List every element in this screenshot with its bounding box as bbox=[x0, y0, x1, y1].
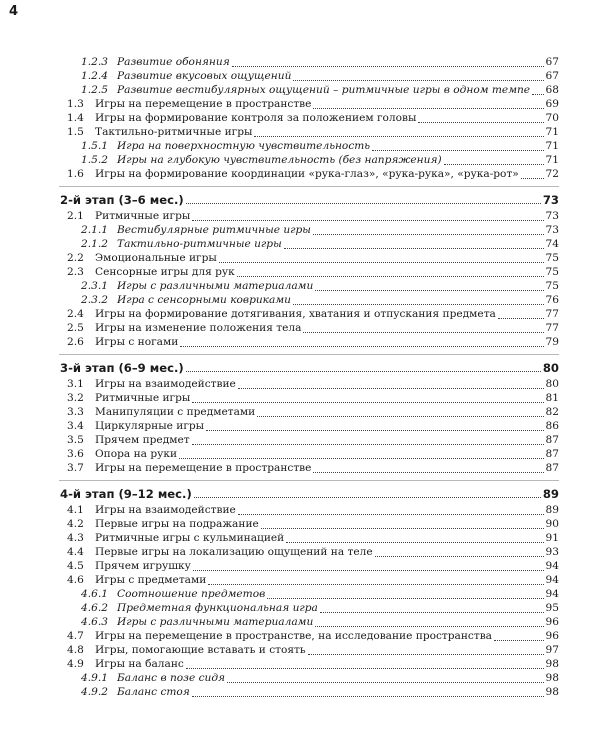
toc-entry-title: Ритмичные игры bbox=[95, 392, 191, 404]
dot-leader bbox=[192, 220, 544, 221]
toc-entry-title: Эмоциональные игры bbox=[95, 252, 217, 264]
dot-leader bbox=[179, 458, 544, 459]
dot-leader bbox=[257, 416, 544, 417]
dot-leader bbox=[237, 276, 544, 277]
dot-leader bbox=[375, 556, 544, 557]
toc-entry-number: 1.5 bbox=[67, 126, 84, 138]
toc-entry[interactable] bbox=[0, 280, 600, 293]
toc-entry-number: 2.6 bbox=[67, 336, 84, 348]
dot-leader bbox=[293, 304, 544, 305]
dot-leader bbox=[498, 318, 544, 319]
toc-entry-page: 81 bbox=[545, 392, 559, 404]
toc-entry[interactable] bbox=[0, 56, 600, 69]
toc-entry-page: 98 bbox=[545, 686, 559, 698]
toc-entry-page: 94 bbox=[545, 560, 559, 572]
toc-entry[interactable] bbox=[0, 574, 600, 587]
dot-leader bbox=[192, 444, 544, 445]
toc-entry-title: 4-й этап (9–12 мес.) bbox=[60, 487, 192, 501]
section-divider bbox=[59, 480, 559, 481]
toc-entry-title: Развитие обоняния bbox=[117, 56, 230, 68]
toc-entry[interactable] bbox=[0, 168, 600, 181]
toc-entry-number: 4.6 bbox=[67, 574, 84, 586]
toc-entry-title: Первые игры на локализацию ощущений на теле bbox=[95, 546, 373, 558]
toc-entry-title: Опора на руки bbox=[95, 448, 178, 460]
toc-entry-title: Манипуляции с предметами bbox=[95, 406, 256, 418]
toc-entry-page: 90 bbox=[545, 518, 559, 530]
toc-entry-page: 98 bbox=[545, 658, 559, 670]
toc-entry-number: 2.1 bbox=[67, 210, 84, 222]
toc-entry[interactable] bbox=[0, 462, 600, 475]
toc-entry-number: 1.3 bbox=[67, 98, 84, 110]
toc-entry-title: 3-й этап (6–9 мес.) bbox=[60, 361, 184, 375]
toc-entry-number: 1.2.3 bbox=[81, 56, 108, 68]
dot-leader bbox=[320, 612, 544, 613]
toc-entry-number: 1.4 bbox=[67, 112, 84, 124]
toc-entry-number: 4.6.2 bbox=[81, 602, 108, 614]
toc-entry[interactable] bbox=[0, 448, 600, 461]
toc-entry-page: 75 bbox=[545, 252, 559, 264]
toc-entry-number: 3.4 bbox=[67, 420, 84, 432]
dot-leader bbox=[313, 108, 544, 109]
toc-entry[interactable] bbox=[0, 140, 600, 153]
toc-entry-page: 96 bbox=[545, 630, 559, 642]
toc-entry-title: Игры на изменение положения тела bbox=[95, 322, 302, 334]
toc-entry-number: 1.6 bbox=[67, 168, 84, 180]
toc-entry-number: 4.6.1 bbox=[81, 588, 108, 600]
toc-entry-title: Циркулярные игры bbox=[95, 420, 205, 432]
toc-entry-page: 71 bbox=[545, 154, 559, 166]
toc-entry-number: 3.1 bbox=[67, 378, 84, 390]
toc-entry[interactable] bbox=[0, 224, 600, 237]
dot-leader bbox=[293, 80, 544, 81]
toc-entry-title: Игры на баланс bbox=[95, 658, 184, 670]
toc-entry[interactable] bbox=[0, 98, 600, 111]
toc-entry-page: 71 bbox=[545, 140, 559, 152]
toc-entry-page: 73 bbox=[545, 224, 559, 236]
toc-entry-page: 77 bbox=[545, 308, 559, 320]
toc-entry-number: 4.1 bbox=[67, 504, 84, 516]
toc-entry-page: 87 bbox=[545, 448, 559, 460]
toc-entry-number: 3.5 bbox=[67, 434, 84, 446]
dot-leader bbox=[227, 682, 544, 683]
toc-entry-title: Игры на формирование контроля за положением головы bbox=[95, 112, 417, 124]
toc-entry-page: 68 bbox=[545, 84, 559, 96]
toc-entry[interactable] bbox=[0, 252, 600, 265]
toc-entry-title: Игры на глубокую чувствительность (без напряжения) bbox=[117, 154, 442, 166]
dot-leader bbox=[192, 696, 544, 697]
toc-entry-number: 1.5.2 bbox=[81, 154, 108, 166]
toc-entry-title: Игры на формирование координации «рука-глаз», «рука-рука», «рука-рот» bbox=[95, 168, 519, 180]
toc-entry-title: Сенсорные игры для рук bbox=[95, 266, 235, 278]
toc-entry[interactable] bbox=[0, 658, 600, 671]
toc-entry-number: 2.3.1 bbox=[81, 280, 108, 292]
toc-entry-title: Игры с предметами bbox=[95, 574, 207, 586]
toc-entry-title: Игры на взаимодействие bbox=[95, 378, 236, 390]
toc-entry-title: Прячем предмет bbox=[95, 434, 190, 446]
toc-entry-number: 4.9.2 bbox=[81, 686, 108, 698]
toc-entry-number: 2.5 bbox=[67, 322, 84, 334]
toc-entry-number: 3.7 bbox=[67, 462, 84, 474]
toc-entry[interactable] bbox=[0, 70, 600, 83]
toc-entry-page: 75 bbox=[545, 266, 559, 278]
toc-entry[interactable] bbox=[0, 644, 600, 657]
toc-entry-page: 87 bbox=[545, 462, 559, 474]
toc-entry-page: 82 bbox=[545, 406, 559, 418]
dot-leader bbox=[444, 164, 544, 165]
toc-entry[interactable] bbox=[0, 532, 600, 545]
toc-entry-page: 80 bbox=[545, 378, 559, 390]
toc-entry-page: 72 bbox=[545, 168, 559, 180]
toc-entry[interactable] bbox=[0, 406, 600, 419]
toc-entry[interactable] bbox=[0, 210, 600, 223]
dot-leader bbox=[532, 94, 544, 95]
toc-entry[interactable] bbox=[0, 420, 600, 433]
dot-leader bbox=[219, 262, 544, 263]
dot-leader bbox=[186, 371, 541, 372]
toc-entry[interactable] bbox=[0, 434, 600, 447]
toc-entry-page: 94 bbox=[545, 588, 559, 600]
toc-entry[interactable] bbox=[0, 630, 600, 643]
toc-entry-title: Баланс в позе сидя bbox=[117, 672, 226, 684]
toc-entry-title: Соотношение предметов bbox=[117, 588, 266, 600]
toc-entry-page: 74 bbox=[545, 238, 559, 250]
toc-entry[interactable] bbox=[0, 378, 600, 391]
toc-entry[interactable] bbox=[0, 126, 600, 139]
toc-entry-page: 89 bbox=[542, 487, 559, 501]
toc-entry-page: 75 bbox=[545, 280, 559, 292]
toc-entry-number: 4.6.3 bbox=[81, 616, 108, 628]
toc-entry-title: Игры с различными материалами bbox=[117, 616, 314, 628]
toc-entry-title: Игры с ногами bbox=[95, 336, 179, 348]
toc-entry-title: Развитие вестибулярных ощущений – ритмичные игры в одном темпе bbox=[117, 84, 531, 96]
dot-leader bbox=[192, 402, 544, 403]
toc-entry[interactable] bbox=[0, 266, 600, 279]
toc-entry-page: 97 bbox=[545, 644, 559, 656]
toc-entry-page: 96 bbox=[545, 616, 559, 628]
toc-entry-number: 4.2 bbox=[67, 518, 84, 530]
dot-leader bbox=[238, 388, 544, 389]
dot-leader bbox=[261, 528, 544, 529]
toc-entry[interactable] bbox=[0, 672, 600, 685]
toc-entry-number: 3.2 bbox=[67, 392, 84, 404]
toc-entry-number: 4.8 bbox=[67, 644, 84, 656]
toc-entry-title: Игры на взаимодействие bbox=[95, 504, 236, 516]
toc-entry-number: 3.3 bbox=[67, 406, 84, 418]
dot-leader bbox=[315, 290, 544, 291]
toc-entry-title: 2-й этап (3–6 мес.) bbox=[60, 193, 184, 207]
toc-entry-title: Вестибулярные ритмичные игры bbox=[117, 224, 311, 236]
toc-entry-number: 2.2 bbox=[67, 252, 84, 264]
toc-entry[interactable] bbox=[0, 504, 600, 517]
toc-entry[interactable] bbox=[0, 616, 600, 629]
dot-leader bbox=[254, 136, 544, 137]
toc-entry[interactable] bbox=[0, 560, 600, 573]
toc-entry-page: 71 bbox=[545, 126, 559, 138]
toc-entry-page: 93 bbox=[545, 546, 559, 558]
dot-leader bbox=[186, 203, 541, 204]
toc-entry-number: 1.2.4 bbox=[81, 70, 108, 82]
toc-entry[interactable] bbox=[0, 294, 600, 307]
toc-entry-page: 73 bbox=[545, 210, 559, 222]
toc-entry[interactable] bbox=[0, 392, 600, 405]
toc-entry-title: Прячем игрушку bbox=[95, 560, 191, 572]
dot-leader bbox=[418, 122, 544, 123]
toc-entry[interactable] bbox=[0, 154, 600, 167]
dot-leader bbox=[315, 626, 544, 627]
dot-leader bbox=[284, 248, 544, 249]
section-divider bbox=[59, 186, 559, 187]
toc-entry-title: Баланс стоя bbox=[117, 686, 190, 698]
toc-entry-title: Игры с различными материалами bbox=[117, 280, 314, 292]
toc-entry-page: 89 bbox=[545, 504, 559, 516]
toc-entry-page: 79 bbox=[545, 336, 559, 348]
toc-entry[interactable] bbox=[0, 112, 600, 125]
dot-leader bbox=[313, 472, 544, 473]
dot-leader bbox=[286, 542, 544, 543]
toc-entry-page: 70 bbox=[545, 112, 559, 124]
toc-entry-page: 76 bbox=[545, 294, 559, 306]
dot-leader bbox=[521, 178, 544, 179]
toc-entry-number: 4.7 bbox=[67, 630, 84, 642]
toc-entry-number: 2.3 bbox=[67, 266, 84, 278]
toc-entry-number: 3.6 bbox=[67, 448, 84, 460]
toc-entry-number: 2.4 bbox=[67, 308, 84, 320]
toc-stage-heading[interactable] bbox=[0, 360, 600, 376]
toc-entry-title: Первые игры на подражание bbox=[95, 518, 259, 530]
page-number: 4 bbox=[9, 4, 19, 19]
toc-entry-page: 80 bbox=[542, 361, 559, 375]
toc-entry-title: Игры, помогающие вставать и стоять bbox=[95, 644, 306, 656]
toc-entry-page: 95 bbox=[545, 602, 559, 614]
toc-entry-page: 94 bbox=[545, 574, 559, 586]
toc-entry-title: Игра с сенсорными ковриками bbox=[117, 294, 291, 306]
dot-leader bbox=[232, 66, 544, 67]
toc-entry-number: 2.1.1 bbox=[81, 224, 108, 236]
toc-entry[interactable] bbox=[0, 588, 600, 601]
dot-leader bbox=[494, 640, 544, 641]
toc-entry-number: 4.9.1 bbox=[81, 672, 108, 684]
dot-leader bbox=[238, 514, 544, 515]
toc-entry-page: 69 bbox=[545, 98, 559, 110]
toc-entry-page: 87 bbox=[545, 434, 559, 446]
toc-entry[interactable] bbox=[0, 336, 600, 349]
toc-entry-page: 73 bbox=[542, 193, 559, 207]
toc-entry-number: 1.5.1 bbox=[81, 140, 108, 152]
dot-leader bbox=[208, 584, 544, 585]
toc-entry-title: Игры на перемещение в пространстве bbox=[95, 462, 312, 474]
toc-entry-title: Тактильно-ритмичные игры bbox=[95, 126, 253, 138]
toc-entry[interactable] bbox=[0, 84, 600, 97]
dot-leader bbox=[313, 234, 544, 235]
toc-entry-title: Ритмичные игры с кульминацией bbox=[95, 532, 285, 544]
toc-entry-number: 4.4 bbox=[67, 546, 84, 558]
dot-leader bbox=[303, 332, 544, 333]
dot-leader bbox=[186, 668, 544, 669]
toc-entry[interactable] bbox=[0, 308, 600, 321]
toc-entry-page: 77 bbox=[545, 322, 559, 334]
toc-entry-number: 2.3.2 bbox=[81, 294, 108, 306]
toc-entry-number: 4.3 bbox=[67, 532, 84, 544]
dot-leader bbox=[372, 150, 544, 151]
toc-stage-heading[interactable] bbox=[0, 192, 600, 208]
toc-entry-title: Тактильно-ритмичные игры bbox=[117, 238, 282, 250]
dot-leader bbox=[194, 497, 541, 498]
toc-entry-page: 98 bbox=[545, 672, 559, 684]
toc-entry-title: Развитие вкусовых ощущений bbox=[117, 70, 292, 82]
toc-entry[interactable] bbox=[0, 238, 600, 251]
toc-entry[interactable] bbox=[0, 686, 600, 699]
toc-entry-number: 4.9 bbox=[67, 658, 84, 670]
section-divider bbox=[59, 354, 559, 355]
toc-entry[interactable] bbox=[0, 322, 600, 335]
dot-leader bbox=[267, 598, 544, 599]
toc-entry-page: 67 bbox=[545, 56, 559, 68]
toc-entry-title: Игры на формирование дотягивания, хватания и отпускания предмета bbox=[95, 308, 496, 320]
toc-entry-title: Игры на перемещение в пространстве bbox=[95, 98, 312, 110]
dot-leader bbox=[193, 570, 544, 571]
toc-entry-title: Ритмичные игры bbox=[95, 210, 191, 222]
toc-entry-page: 67 bbox=[545, 70, 559, 82]
dot-leader bbox=[180, 346, 544, 347]
toc-entry-number: 1.2.5 bbox=[81, 84, 108, 96]
toc-entry-title: Игры на перемещение в пространстве, на исследование пространства bbox=[95, 630, 493, 642]
toc-stage-heading[interactable] bbox=[0, 486, 600, 502]
toc-entry-number: 2.1.2 bbox=[81, 238, 108, 250]
toc-entry-title: Предметная функциональная игра bbox=[117, 602, 318, 614]
toc-entry-number: 4.5 bbox=[67, 560, 84, 572]
toc-entry[interactable] bbox=[0, 602, 600, 615]
toc-entry-title: Игра на поверхностную чувствительность bbox=[117, 140, 371, 152]
toc-entry-page: 86 bbox=[545, 420, 559, 432]
dot-leader bbox=[206, 430, 544, 431]
toc-entry[interactable] bbox=[0, 518, 600, 531]
toc-entry[interactable] bbox=[0, 546, 600, 559]
toc-entry-page: 91 bbox=[545, 532, 559, 544]
dot-leader bbox=[308, 654, 544, 655]
